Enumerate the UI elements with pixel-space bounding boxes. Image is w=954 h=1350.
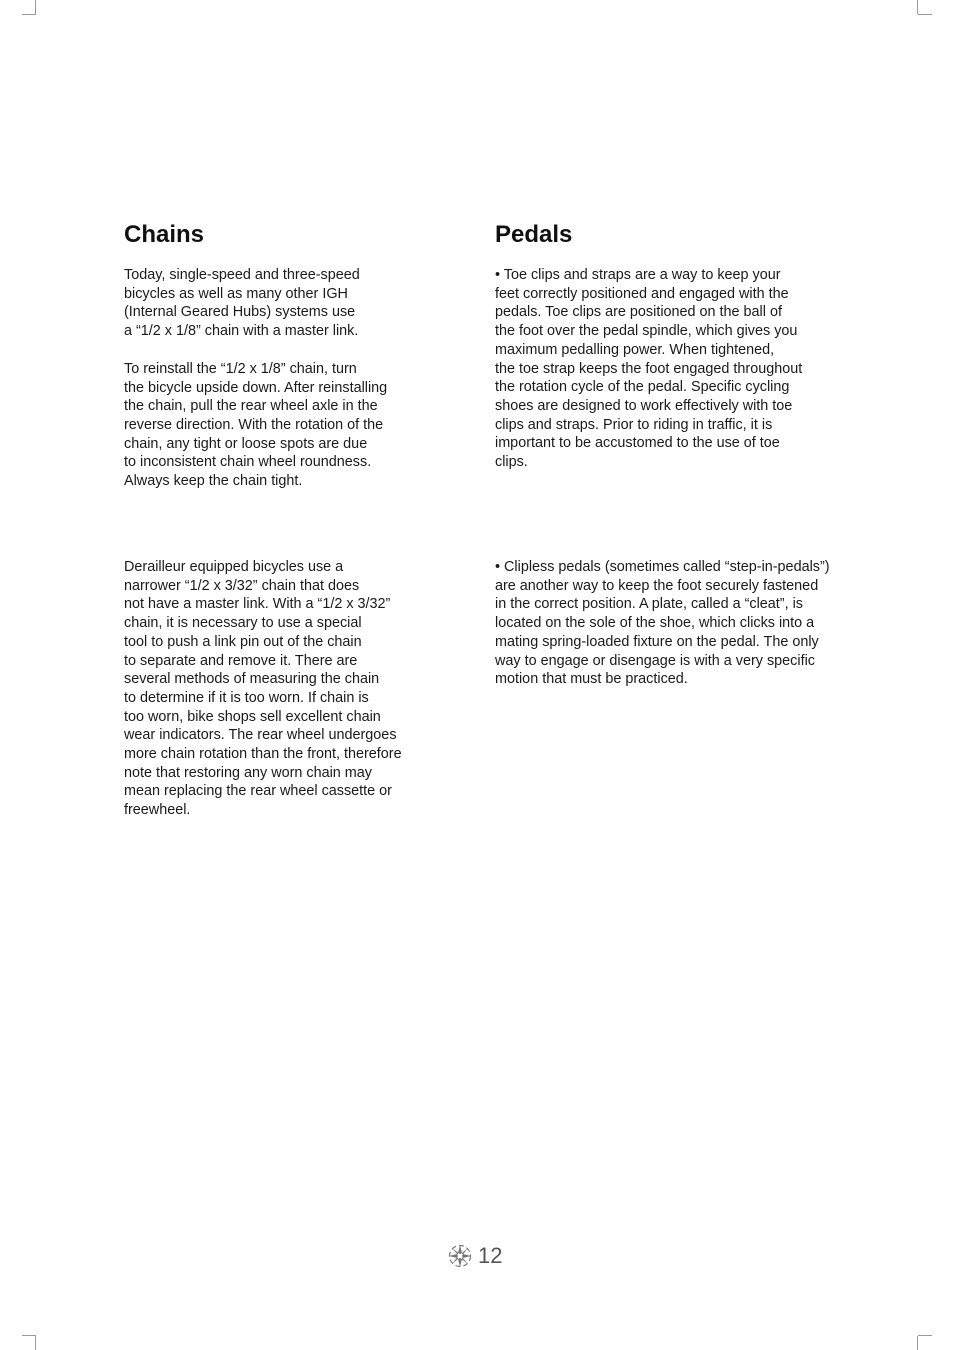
- chains-paragraph-3: Derailleur equipped bicycles use a narrower “1/2 x 3/32” chain that does not have a master link. With a “1/2 x 3/32” chain, it is necessary to use a special tool to push a link pin out of the chain to separate and remove it. There are several methods of measuring the chain to determine if it is too worn. If chain is too worn, bike shops sell excellent chain wear indicators. The rear wheel undergoes more chain rotation than the front, therefore note that restoring any worn chain may mean replacing the rear wheel cassette or freewheel.: [124, 559, 402, 819]
- chains-lower-block: [124, 558, 444, 820]
- crop-mark-bottom-left-h: [22, 1335, 36, 1336]
- pedals-paragraph-2: • Clipless pedals (sometimes called “step-in-pedals”) are another way to keep the foot securely fastened in the correct position. A plate, called a “cleat”, is located on the sole of the shoe, which clicks into a mating spring-loaded fixture on the pedal. The only way to engage or disengage is with a very specific motion that must be practiced.: [495, 559, 830, 688]
- crop-mark-bottom-right: [917, 1336, 918, 1350]
- crop-mark-top-left: [35, 0, 36, 14]
- chains-paragraph-2: To reinstall the “1/2 x 1/8” chain, turn the bicycle upside down. After reinstalling the chain, pull the rear wheel axle in the reverse direction. With the rotation of the chain, any tight or loose spots are due to inconsistent chain wheel roundness. Always keep the chain tight.: [124, 360, 388, 490]
- chains-paragraph-1: Today, single-speed and three-speed bicycles as well as many other IGH (Internal Geared Hubs) systems use a “1/2 x 1/8” chain with a master link.: [124, 267, 360, 340]
- crop-mark-top-right-h: [918, 14, 932, 15]
- crop-mark-bottom-right-h: [918, 1335, 932, 1336]
- pedals-heading: Pedals: [495, 221, 573, 248]
- page-footer: [448, 1243, 502, 1269]
- crop-mark-bottom-left: [35, 1336, 36, 1350]
- crop-mark-top-right: [917, 0, 918, 14]
- chains-heading: Chains: [124, 221, 205, 248]
- pedals-lower-block: [495, 558, 870, 689]
- wheel-icon: [448, 1244, 472, 1268]
- pedals-section: [495, 219, 865, 472]
- crop-mark-top-left-h: [22, 14, 36, 15]
- page-number: 12: [478, 1243, 503, 1268]
- chains-section: [124, 219, 444, 491]
- pedals-paragraph-1: • Toe clips and straps are a way to keep your feet correctly positioned and engaged with the pedals. Toe clips are positioned on the ball of the foot over the pedal spindle, which gives you maximum pedalling power. When tightened, the toe strap keeps the foot engaged throughout the rotation cycle of the pedal. Specific cycling shoes are designed to work effectively with toe clips and straps. Prior to riding in traffic, it is important to be accustomed to the use of toe clips.: [495, 267, 803, 471]
